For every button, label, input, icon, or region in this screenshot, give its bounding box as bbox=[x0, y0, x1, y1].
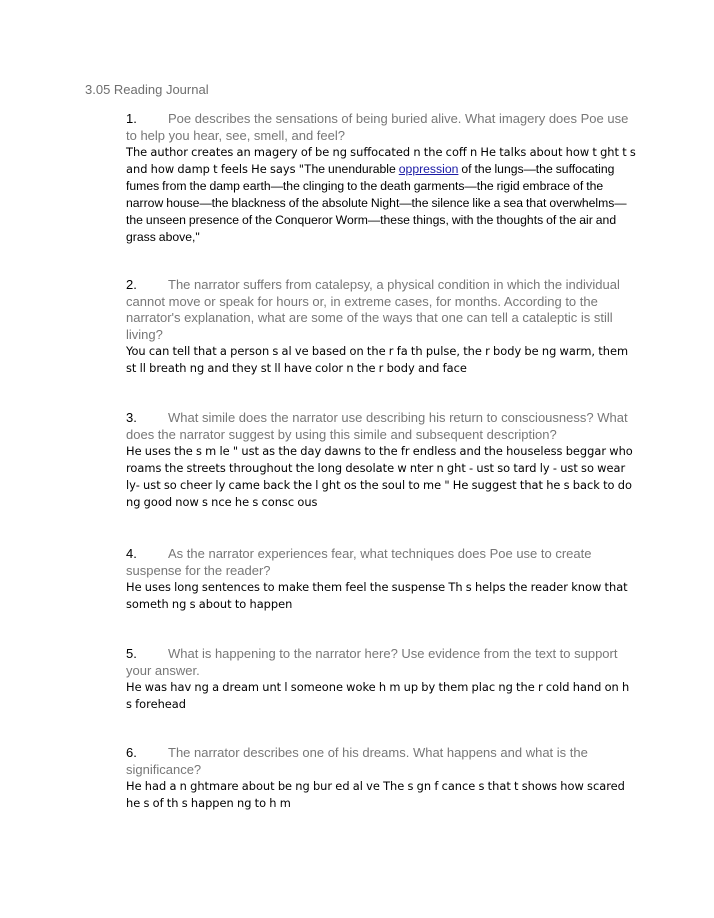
question-number: 6. bbox=[126, 745, 137, 760]
question-text: What simile does the narrator use describing his return to consciousness? What does the narrator suggest by using this simile and subsequent description? bbox=[126, 410, 628, 442]
question-number: 3. bbox=[126, 410, 137, 425]
question-text: What is happening to the narrator here? Use evidence from the text to support your answer. bbox=[126, 646, 618, 678]
question-number: 1. bbox=[126, 111, 137, 126]
question-number: 4. bbox=[126, 546, 137, 561]
journal-item-5 bbox=[126, 646, 636, 713]
question-text: Poe describes the sensations of being buried alive. What imagery does Poe use to help you hear, see, smell, and feel? bbox=[126, 111, 629, 143]
answer-quote: The unendurable bbox=[304, 162, 399, 176]
question-text: The narrator describes one of his dreams. What happens and what is the significance? bbox=[126, 745, 588, 777]
question-6 bbox=[126, 745, 636, 778]
page-title: 3.05 Reading Journal bbox=[85, 82, 209, 97]
question-number: 5. bbox=[126, 646, 137, 661]
answer-4: He uses long sentences to make them feel the suspense Th s helps the reader know that someth ng s about to happen bbox=[126, 580, 628, 611]
question-4 bbox=[126, 546, 636, 579]
question-1 bbox=[126, 111, 636, 144]
oppression-link[interactable]: oppression bbox=[398, 162, 459, 176]
question-5 bbox=[126, 646, 636, 679]
answer-5: He was hav ng a dream unt l someone woke h m up by them plac ng the r cold hand on h s forehead bbox=[126, 680, 630, 711]
answer-2: You can tell that a person s al ve based on the r fa th pulse, the r body be ng warm, them st ll breath ng and they st ll have color n the r body and face bbox=[126, 344, 629, 375]
journal-item-3 bbox=[126, 410, 636, 511]
answer-text: The author creates an magery of be ng suffocated n the coff n He talks about how t ght t s and how damp t feels He says " bbox=[126, 145, 636, 176]
answer-3: He uses the s m le " ust as the day dawns to the fr endless and the houseless beggar who roams the streets throughout the long desolate w nter n ght - ust so tard ly - ust so wear ly- ust so cheer ly came back the l ght os the soul to me " He suggest that he s back to do ng good now s nce he s consc ous bbox=[126, 444, 633, 509]
journal-item-1 bbox=[126, 111, 636, 246]
question-text: The narrator suffers from catalepsy, a physical condition in which the individual cannot move or speak for hours or, in extreme cases, for months. According to the narrator's explanation, what are some of the ways that one can tell a cataleptic is still living? bbox=[126, 277, 620, 342]
answer-quote: of the lungs—the suffocating fumes from the damp earth—the clinging to the death garments—the rigid embrace of the narrow house—the blackness of the absolute Night—the silence like a sea that overwhelms—the unseen presence of the Conqueror Worm—these things, with the thoughts of the air and grass above," bbox=[126, 162, 627, 244]
question-text: As the narrator experiences fear, what techniques does Poe use to create suspense for the reader? bbox=[126, 546, 592, 578]
answer-1 bbox=[126, 144, 636, 246]
question-2 bbox=[126, 277, 636, 343]
journal-item-4 bbox=[126, 546, 636, 613]
answer-6: He had a n ghtmare about be ng bur ed al ve The s gn f cance s that t shows how scared he s of th s happen ng to h m bbox=[126, 779, 625, 810]
question-3 bbox=[126, 410, 636, 443]
question-number: 2. bbox=[126, 277, 137, 292]
journal-item-2 bbox=[126, 277, 636, 377]
journal-item-6 bbox=[126, 745, 636, 812]
